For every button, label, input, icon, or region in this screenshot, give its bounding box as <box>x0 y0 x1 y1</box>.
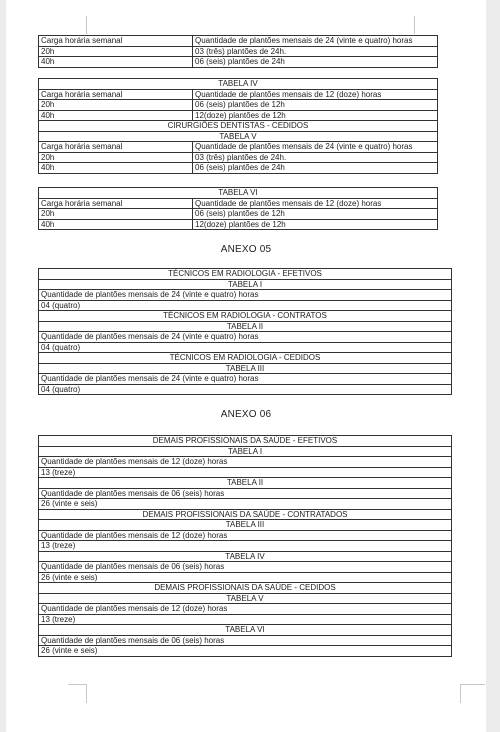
table-title-row <box>39 446 452 457</box>
header-carga: Carga horária semanal <box>39 142 193 153</box>
table-title: TABELA V <box>39 131 438 142</box>
table-title-row <box>39 625 452 636</box>
section-title-row <box>39 509 452 520</box>
section-title-row <box>39 583 452 594</box>
anexo-05-heading: ANEXO 05 <box>220 244 272 255</box>
cell-carga: 40h <box>39 57 193 68</box>
header-quantidade: Quantidade de plantões mensais de 12 (doze) horas <box>193 89 438 100</box>
cell-carga: 40h <box>39 110 193 121</box>
table-row <box>39 100 438 111</box>
row-label: Quantidade de plantões mensais de 24 (vinte e quatro) horas <box>39 290 452 301</box>
table-row <box>39 290 452 301</box>
table-row <box>39 572 452 583</box>
header-carga: Carga horária semanal <box>39 198 193 209</box>
section-title-row <box>39 121 438 132</box>
table-title: TABELA IV <box>39 79 438 90</box>
table-title: TABELA I <box>39 279 452 290</box>
header-quantidade: Quantidade de plantões mensais de 24 (vinte e quatro) horas <box>193 36 438 47</box>
cell-carga: 40h <box>39 219 193 230</box>
table-vi <box>38 187 438 230</box>
row-value: 26 (vinte e seis) <box>39 572 452 583</box>
header-quantidade: Quantidade de plantões mensais de 24 (vinte e quatro) horas <box>193 142 438 153</box>
section-title: TÉCNICOS EM RADIOLOGIA - CEDIDOS <box>39 353 452 364</box>
row-value: 04 (quatro) <box>39 384 452 395</box>
table-title-row <box>39 520 452 531</box>
header-carga: Carga horária semanal <box>39 89 193 100</box>
cell-quantidade: 12(doze) plantões de 12h <box>193 110 438 121</box>
cell-carga: 20h <box>39 209 193 220</box>
cell-quantidade: 03 (três) plantões de 24h. <box>193 46 438 57</box>
table-row <box>39 57 438 68</box>
table-title: TABELA I <box>39 446 452 457</box>
section-title: TÉCNICOS EM RADIOLOGIA - EFETIVOS <box>39 269 452 280</box>
table-plantoes-24h-continuation <box>38 35 438 68</box>
cell-carga: 20h <box>39 100 193 111</box>
row-label: Quantidade de plantões mensais de 12 (doze) horas <box>39 530 452 541</box>
table-row <box>39 163 438 174</box>
cell-quantidade: 06 (seis) plantões de 24h <box>193 163 438 174</box>
table-title-row <box>39 478 452 489</box>
table-row <box>39 46 438 57</box>
table-row <box>39 110 438 121</box>
row-value: 13 (treze) <box>39 614 452 625</box>
table-row <box>39 374 452 385</box>
table-row <box>39 332 452 343</box>
section-title-row <box>39 436 452 447</box>
row-label: Quantidade de plantões mensais de 06 (seis) horas <box>39 635 452 646</box>
table-header-row <box>39 198 438 209</box>
table-row <box>39 646 452 657</box>
table-title: TABELA III <box>39 520 452 531</box>
row-label: Quantidade de plantões mensais de 12 (doze) horas <box>39 604 452 615</box>
table-header-row <box>39 89 438 100</box>
table-row <box>39 488 452 499</box>
row-value: 26 (vinte e seis) <box>39 499 452 510</box>
section-title: DEMAIS PROFISSIONAIS DA SAÚDE - CONTRATADOS <box>39 509 452 520</box>
section-title: DEMAIS PROFISSIONAIS DA SAÚDE - CEDIDOS <box>39 583 452 594</box>
row-label: Quantidade de plantões mensais de 06 (seis) horas <box>39 562 452 573</box>
row-value: 26 (vinte e seis) <box>39 646 452 657</box>
crop-mark-top-left <box>68 16 87 34</box>
section-title-row <box>39 353 452 364</box>
row-label: Quantidade de plantões mensais de 12 (doze) horas <box>39 457 452 468</box>
table-row <box>39 614 452 625</box>
crop-mark-top-right <box>414 16 433 34</box>
row-label: Quantidade de plantões mensais de 06 (seis) horas <box>39 488 452 499</box>
document-page <box>6 0 486 732</box>
cell-quantidade: 06 (seis) plantões de 12h <box>193 100 438 111</box>
table-row <box>39 499 452 510</box>
table-header-row <box>39 36 438 47</box>
row-label: Quantidade de plantões mensais de 24 (vinte e quatro) horas <box>39 332 452 343</box>
table-row <box>39 300 452 311</box>
table-title: TABELA VI <box>39 188 438 199</box>
table-row <box>39 219 438 230</box>
anexo-06-heading: ANEXO 06 <box>220 409 272 420</box>
section-title: DEMAIS PROFISSIONAIS DA SAÚDE - EFETIVOS <box>39 436 452 447</box>
section-title: TÉCNICOS EM RADIOLOGIA - CONTRATOS <box>39 311 452 322</box>
section-title-row <box>39 269 452 280</box>
table-title-row <box>39 593 452 604</box>
table-title-row <box>39 551 452 562</box>
table-row <box>39 530 452 541</box>
section-title: CIRURGIÕES DENTISTAS - CEDIDOS <box>39 121 438 132</box>
table-title: TABELA II <box>39 478 452 489</box>
table-title: TABELA VI <box>39 625 452 636</box>
table-row <box>39 604 452 615</box>
row-value: 13 (treze) <box>39 467 452 478</box>
table-row <box>39 541 452 552</box>
table-title-row <box>39 131 438 142</box>
header-carga: Carga horária semanal <box>39 36 193 47</box>
table-title-row <box>39 279 452 290</box>
cell-quantidade: 12(doze) plantões de 12h <box>193 219 438 230</box>
table-row <box>39 342 452 353</box>
row-label: Quantidade de plantões mensais de 24 (vinte e quatro) horas <box>39 374 452 385</box>
table-title-row <box>39 188 438 199</box>
cell-quantidade: 06 (seis) plantões de 12h <box>193 209 438 220</box>
cell-quantidade: 03 (três) plantões de 24h. <box>193 152 438 163</box>
table-title: TABELA IV <box>39 551 452 562</box>
table-title-row <box>39 79 438 90</box>
table-title-row <box>39 363 452 374</box>
table-iv-v <box>38 78 438 174</box>
table-header-row <box>39 142 438 153</box>
row-value: 04 (quatro) <box>39 300 452 311</box>
row-value: 04 (quatro) <box>39 342 452 353</box>
table-row <box>39 152 438 163</box>
row-value: 13 (treze) <box>39 541 452 552</box>
table-row <box>39 635 452 646</box>
cell-carga: 40h <box>39 163 193 174</box>
cell-carga: 20h <box>39 46 193 57</box>
table-row <box>39 384 452 395</box>
table-row <box>39 562 452 573</box>
crop-mark-bottom-left <box>68 684 87 703</box>
crop-mark-bottom-right <box>460 684 485 703</box>
section-title-row <box>39 311 452 322</box>
cell-carga: 20h <box>39 152 193 163</box>
table-row <box>39 209 438 220</box>
table-title: TABELA II <box>39 321 452 332</box>
table-anexo-05 <box>38 268 452 395</box>
table-anexo-06 <box>38 435 452 657</box>
table-row <box>39 467 452 478</box>
table-row <box>39 457 452 468</box>
table-title-row <box>39 321 452 332</box>
cell-quantidade: 06 (seis) plantões de 24h <box>193 57 438 68</box>
header-quantidade: Quantidade de plantões mensais de 12 (doze) horas <box>193 198 438 209</box>
table-title: TABELA III <box>39 363 452 374</box>
table-title: TABELA V <box>39 593 452 604</box>
